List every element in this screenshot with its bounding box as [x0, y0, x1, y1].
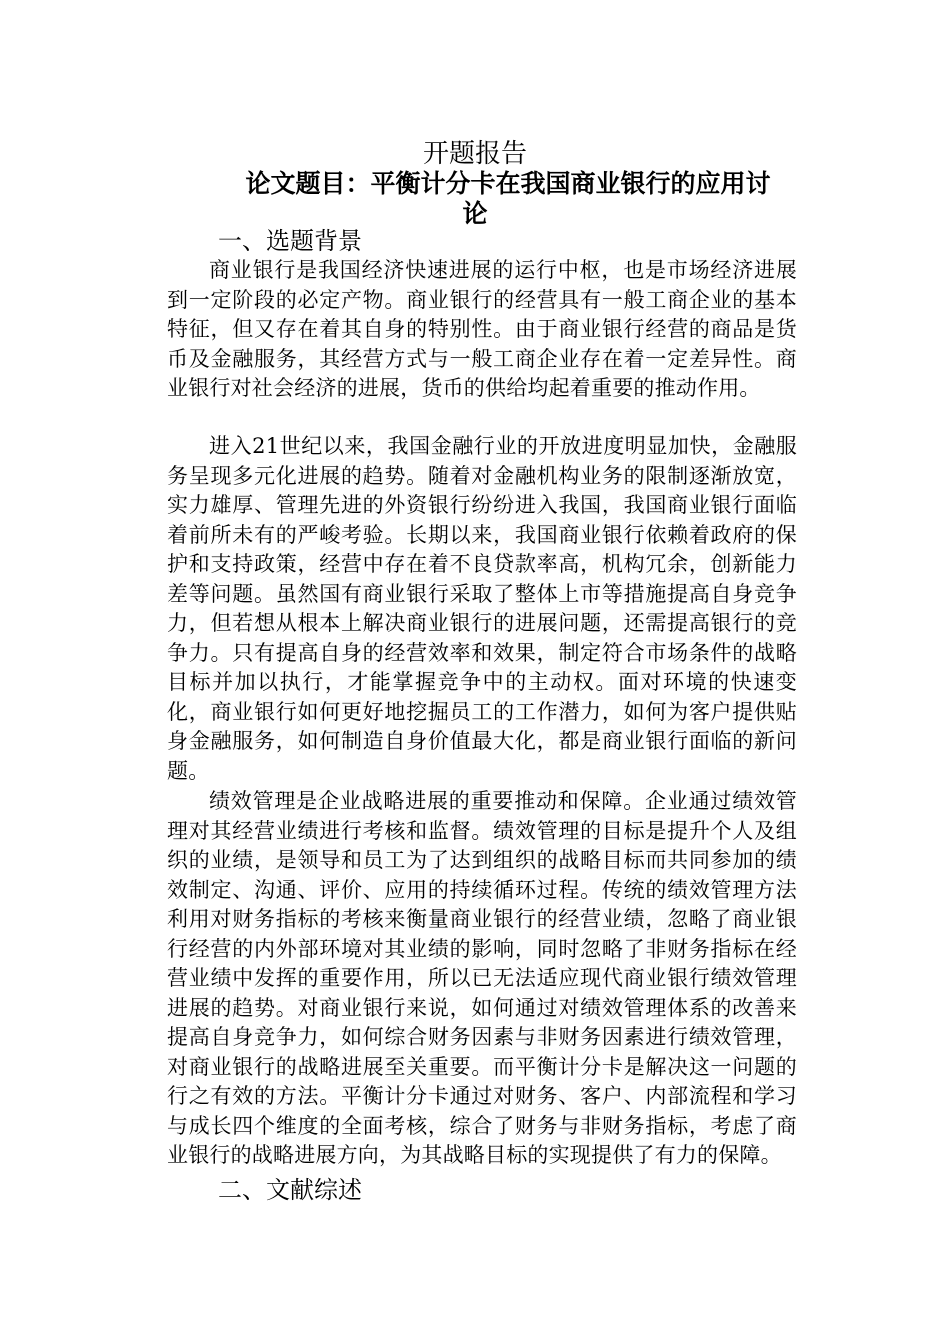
paragraph: 绩效管理是企业战略进展的重要推动和保障。企业通过绩效管理对其经营业绩进行考核和监督。绩效管理的目标是提升个人及组织的业绩，是领导和员工为了达到组织的战略目标而共同参加的绩效制定、沟通、评价、应用的持续循环过程。传统的绩效管理方法利用对财务指标的考核来衡量商业银行的经营业绩，忽略了商业银行经营的内外部环境对其业绩的影响，同时忽略了非财务指标在经营业绩中发挥的重要作用，所以已无法适应现代商业银行绩效管理进展的趋势。对商业银行来说，如何通过对绩效管理体系的改善来提高自身竞争力，如何综合财务因素与非财务因素进行绩效管理，对商业银行的战略进展至关重要。而平衡计分卡是解决这一问题的行之有效的方法。平衡计分卡通过对财务、客户、内部流程和学习与成长四个维度的全面考核，综合了财务与非财务指标，考虑了商业银行的战略进展方向，为其战略目标的实现提供了有力的保障。: [167, 789, 797, 1167]
paragraph: 进入21世纪以来，我国金融行业的开放进度明显加快，金融服务呈现多元化进展的趋势。随着对金融机构业务的限制逐渐放宽，实力雄厚、管理先进的外资银行纷纷进入我国，我国商业银行面临着前所未有的严峻考验。长期以来，我国商业银行依赖着政府的保护和支持政策，经营中存在着不良贷款率高，机构冗余，创新能力差等问题。虽然国有商业银行采取了整体上市等措施提高自身竞争力，但若想从根本上解决商业银行的进展问题，还需提高银行的竞争力。只有提高自身的经营效率和效果，制定符合市场条件的战略目标并加以执行，才能掌握竞争中的主动权。面对环境的快速变化，商业银行如何更好地挖掘员工的工作潜力，如何为客户提供贴身金融服务，如何制造自身价值最大化，都是商业银行面临的新问题。: [167, 434, 797, 783]
section-heading-literature-review: 二、文献综述: [218, 1176, 362, 1204]
document-title: 开题报告: [422, 139, 527, 169]
paragraph: 商业银行是我国经济快速进展的运行中枢，也是市场经济进展到一定阶段的必定产物。商业银行的经营具有一般工商企业的基本特征，但又存在着其自身的特别性。由于商业银行经营的商品是货币及金融服务，其经营方式与一般工商企业存在着一定差异性。商业银行对社会经济的进展，货币的供给均起着重要的推动作用。: [167, 258, 797, 400]
thesis-title-continuation: 论: [462, 199, 488, 228]
thesis-title: 论文题目：平衡计分卡在我国商业银行的应用讨: [245, 169, 771, 198]
section-heading-background: 一、选题背景: [218, 227, 362, 255]
